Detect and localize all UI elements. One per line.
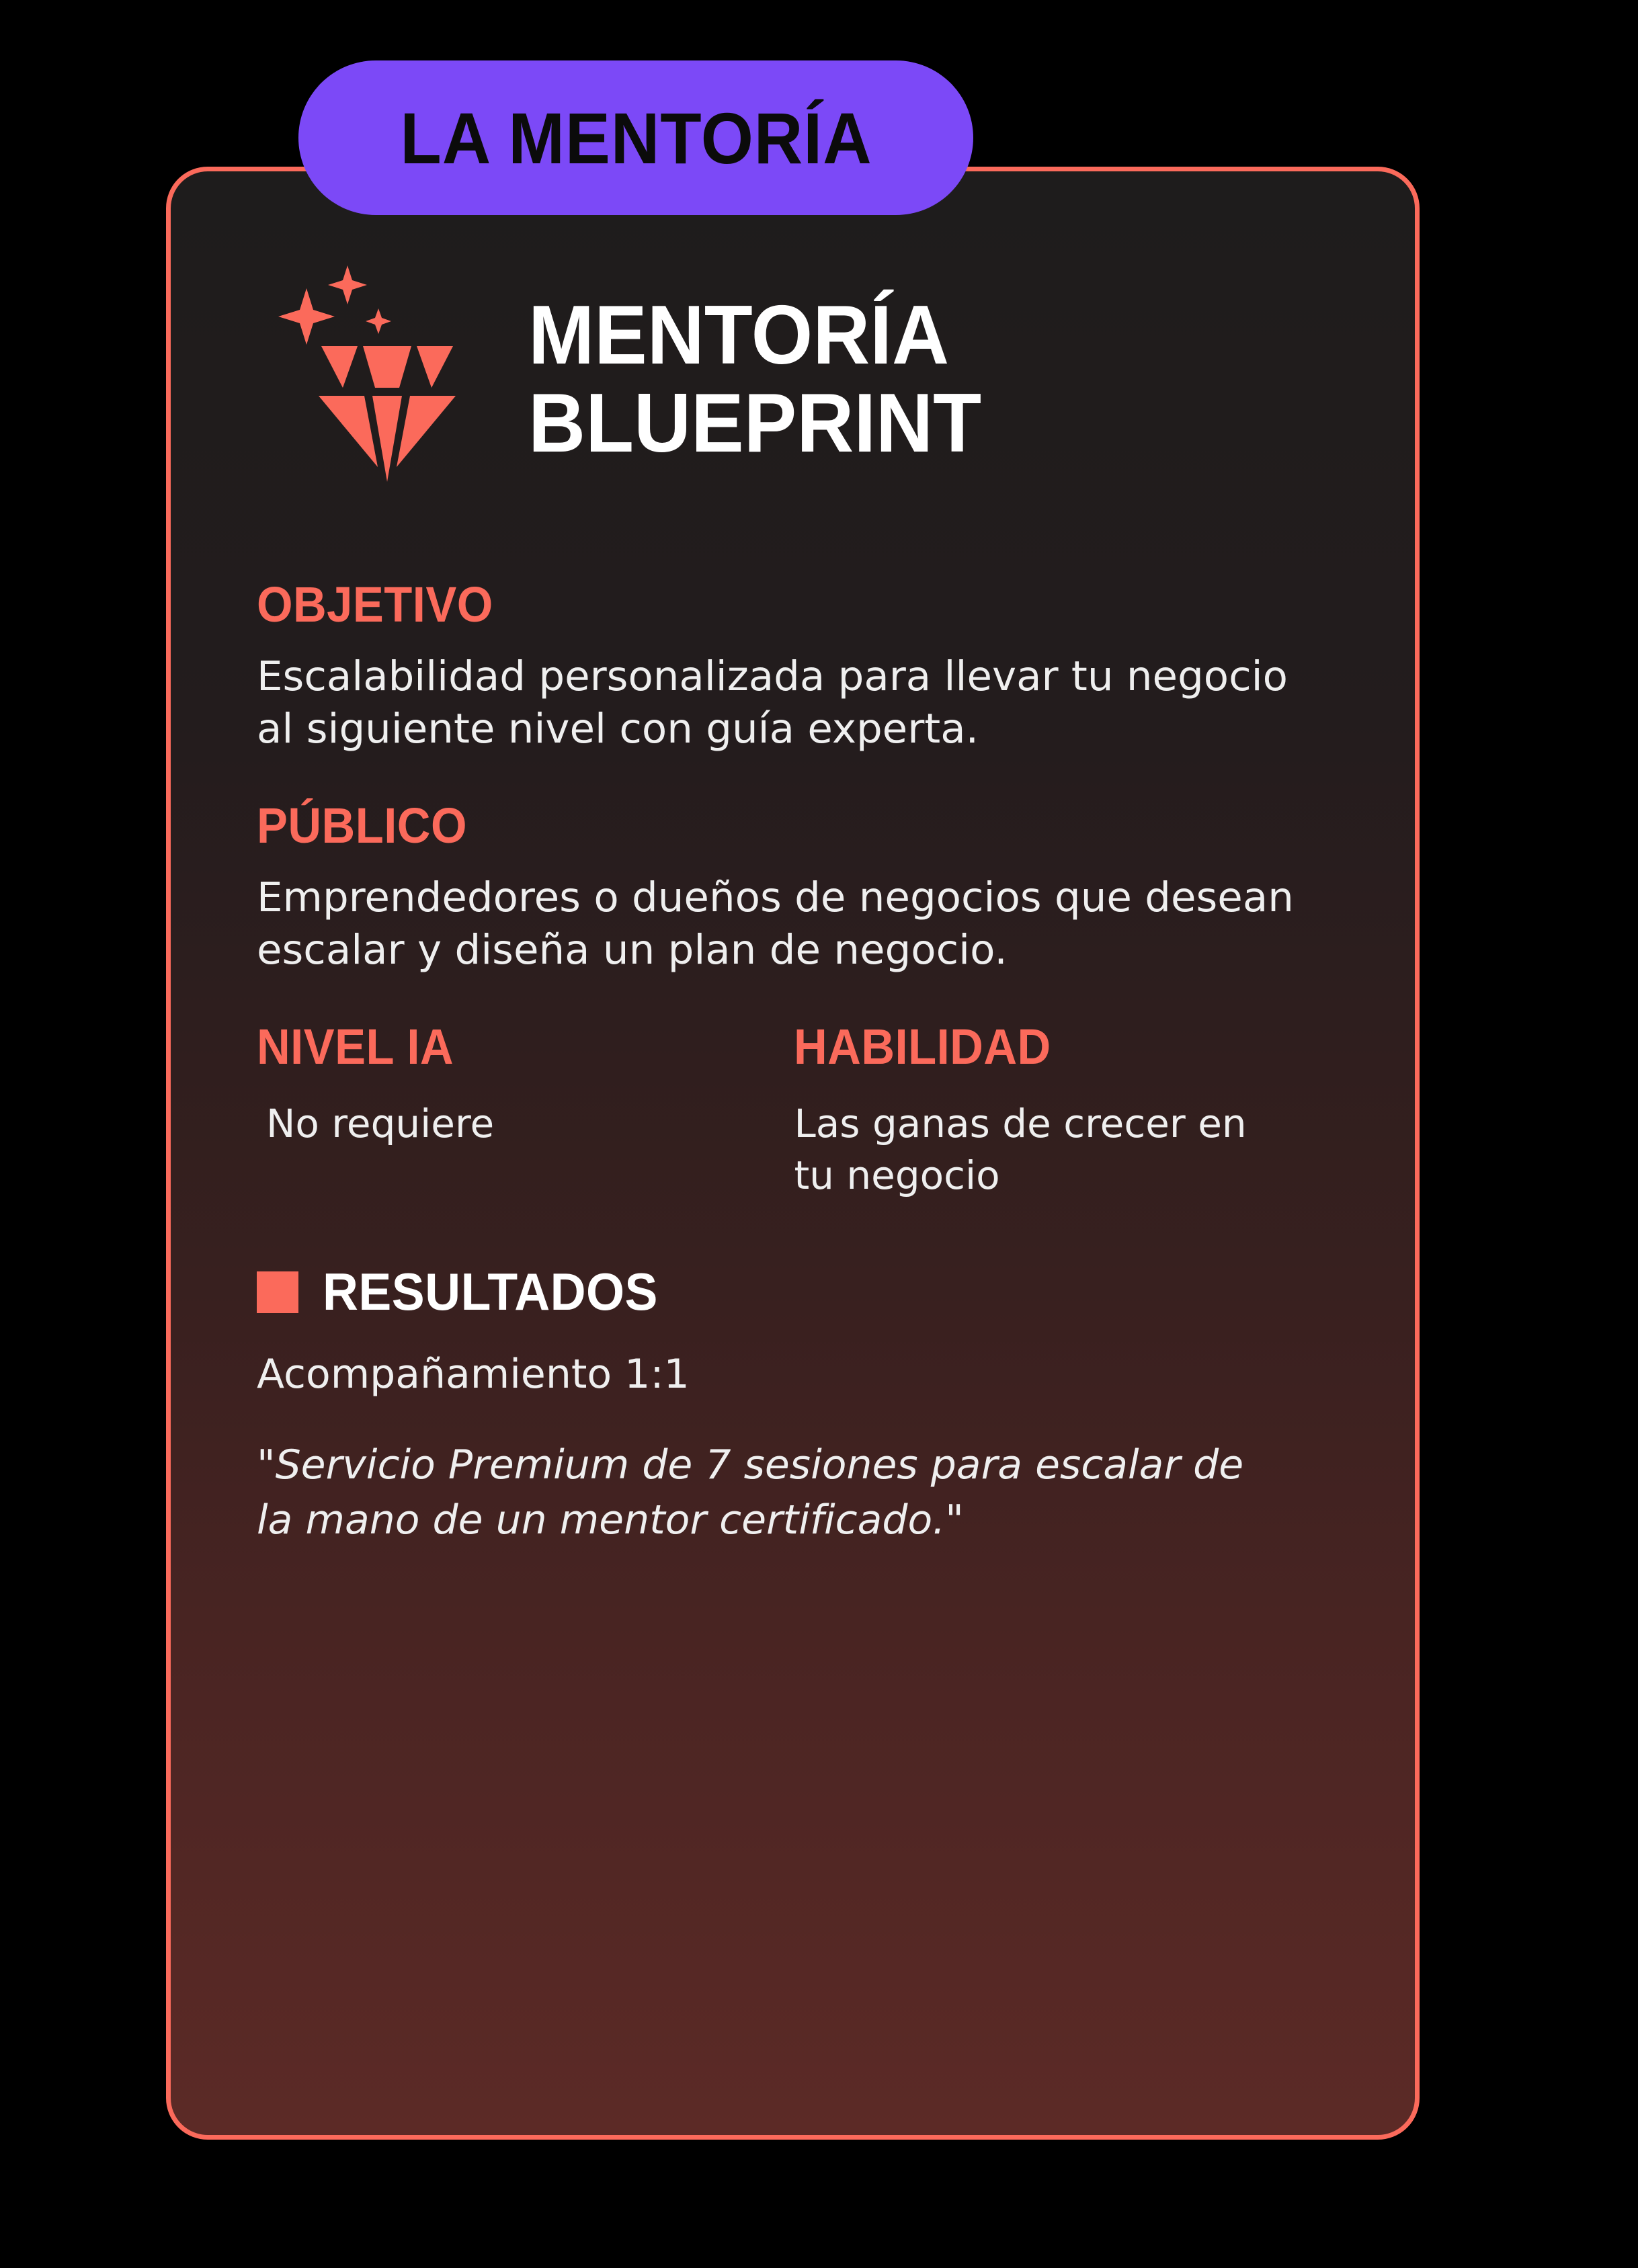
mentoria-card bbox=[166, 167, 1420, 2140]
attributes-row bbox=[257, 1018, 1334, 1201]
section-body-objetivo: Escalabilidad personalizada para llevar tu negocio al siguiente nivel con guía experta. bbox=[257, 653, 1288, 753]
results-line: Acompañamiento 1:1 bbox=[257, 1351, 690, 1398]
card-title-line-1: MENTORÍA bbox=[528, 288, 950, 382]
square-bullet-icon bbox=[257, 1271, 298, 1313]
results-header bbox=[257, 1261, 1334, 1322]
attribute-body-habilidad: Las ganas de crecer en tu negocio bbox=[794, 1101, 1247, 1198]
diamond-sparkle-icon bbox=[257, 245, 499, 514]
category-badge bbox=[298, 60, 973, 215]
attribute-habilidad bbox=[794, 1018, 1268, 1201]
results-heading: RESULTADOS bbox=[323, 1262, 658, 1322]
section-body-publico: Emprendedores o dueños de negocios que desean escalar y diseña un plan de negocio. bbox=[257, 874, 1294, 974]
attribute-heading-nivel-ia: NIVEL IA bbox=[257, 1019, 454, 1075]
card-title bbox=[528, 288, 982, 470]
category-badge-label: LA MENTORÍA bbox=[399, 97, 872, 179]
section-heading-publico: PÚBLICO bbox=[257, 798, 467, 854]
section-heading-objetivo: OBJETIVO bbox=[257, 577, 493, 632]
card-header bbox=[257, 245, 1334, 514]
results-quote: "Servicio Premium de 7 sesiones para escalar de la mano de un mentor certificado." bbox=[257, 1441, 1244, 1544]
attribute-heading-habilidad: HABILIDAD bbox=[794, 1019, 1052, 1075]
card-title-line-2: BLUEPRINT bbox=[528, 377, 982, 470]
attribute-body-nivel-ia: No requiere bbox=[266, 1101, 495, 1147]
attribute-nivel-ia bbox=[257, 1018, 774, 1201]
